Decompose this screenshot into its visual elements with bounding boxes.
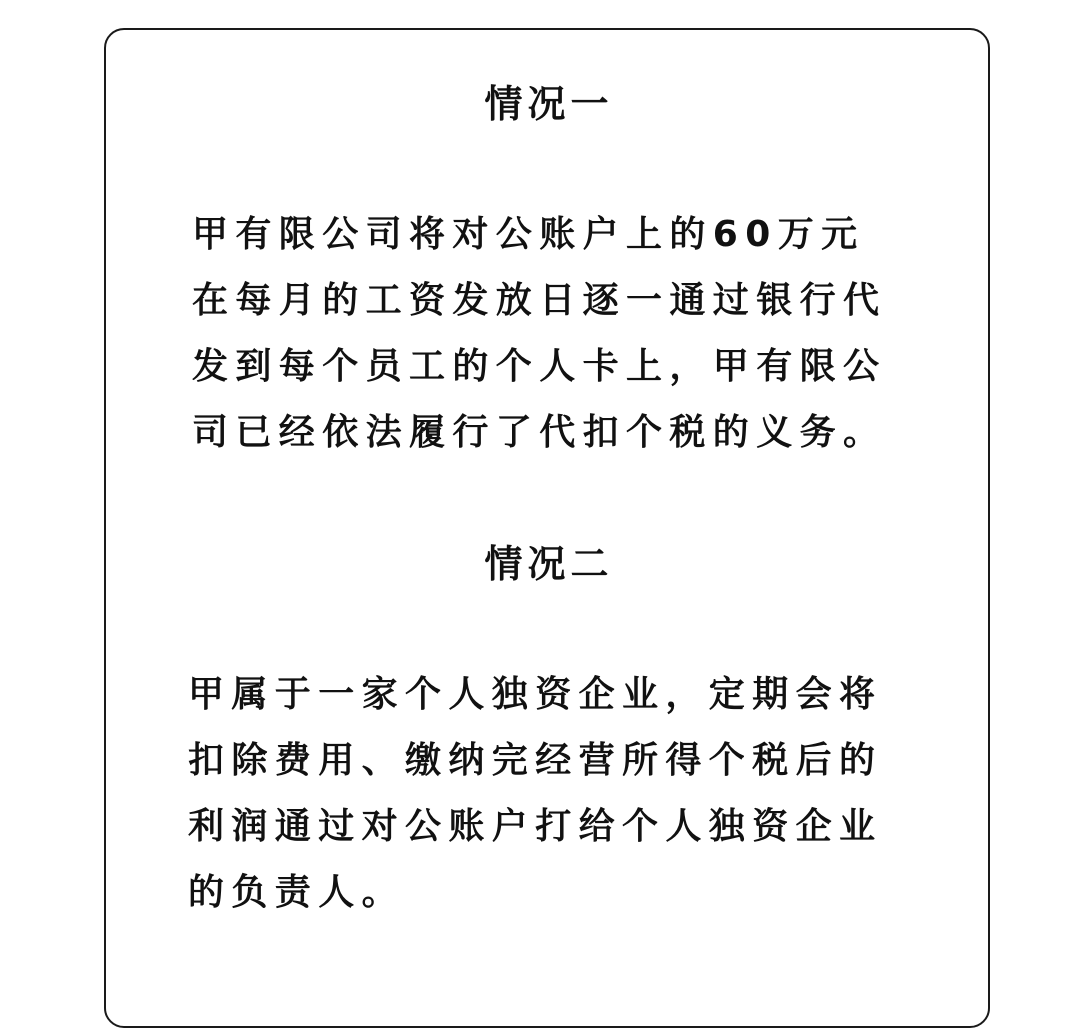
paragraph-line: 甲属于一家个人独资企业，定期会将	[188, 674, 883, 715]
section-2-heading: 情况二	[484, 542, 614, 586]
paragraph-line: 发到每个员工的个人卡上，甲有限公	[192, 346, 887, 387]
section-2-paragraph	[188, 662, 882, 926]
paragraph-line: 司已经依法履行了代扣个税的义务。	[192, 412, 887, 453]
content-card	[104, 28, 990, 1028]
paragraph-line: 甲有限公司将对公账户上的60万元	[192, 214, 865, 255]
paragraph-line: 扣除费用、缴纳完经营所得个税后的	[188, 740, 883, 781]
section-1-heading: 情况一	[484, 82, 614, 126]
paragraph-line: 在每月的工资发放日逐一通过银行代	[192, 280, 887, 321]
paragraph-line: 利润通过对公账户打给个人独资企业	[188, 806, 883, 847]
section-1-paragraph	[192, 202, 886, 466]
paragraph-line: 的负责人。	[188, 872, 406, 913]
